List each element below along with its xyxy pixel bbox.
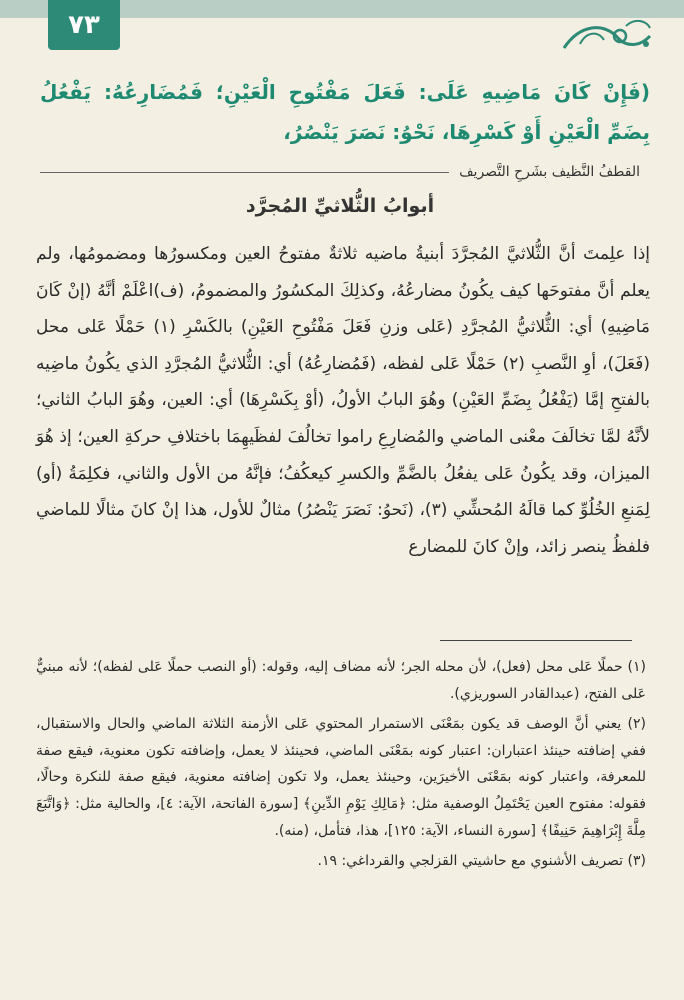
running-header	[40, 160, 640, 184]
section-title: أبوابُ الثُّلاثيِّ المُجرَّد	[245, 195, 435, 217]
verse-text: (فَإِنْ كَانَ مَاضِيهِ عَلَى: فَعَلَ مَفْتُوحِ الْعَيْنِ؛ فَمُضَارِعُهُ: يَفْعُلُ بِضَمِّ الْعَيْنِ أَوْ كَسْرِهَا، نَحْوُ: نَصَرَ يَنْصُرُ،	[40, 80, 650, 144]
floral-ornament-icon	[560, 14, 656, 60]
running-header-title: القطفُ النَّظيف بشَرحِ التَّصريف	[459, 164, 640, 180]
footnote-divider	[440, 640, 632, 641]
running-header-rule	[40, 172, 449, 173]
body-paragraph: إذا علِمتَ أنَّ الثُّلاثيَّ المُجرَّدَ أبنيةُ ماضيه ثلاثةٌ مفتوحُ العين ومكسورُها ومضمومُها، ولم يعلم أنَّ مفتوحَها كيف يكُونُ مضارعُهُ، وكذلِكَ المكسُورُ والمضمومُ، (ف)اعْلَمْ أنَّهُ (إنْ كَانَ مَاضِيهِ) أي: الثُّلاثيُّ المُجرَّدِ (عَلى وزنِ فَعَلَ مَفْتُوحِ العَيْنِ) بالكَسْرِ (١) حَمْلًا عَلى محل (فَعَلَ)، أوِ النَّصبِ (٢) حَمْلًا عَلى لفظه، (فَمُضارِعُهُ) أي: الثُّلاثيُّ المُجرَّدِ الذي يكُونُ ماضِيه بالفتحِ إمَّا (يَفْعُلُ بِضَمِّ العَيْنِ) وهُوَ البابُ الأولُ، (أوْ بِكَسْرِهَا) أي: العين، وهُوَ البابُ الثاني؛ لأنَّهُ لمَّا تخالَفَ معْنى الماضي والمُضارِعِ راموا تخالُفَ لفظَيهِمَا باختلافِ حركةِ العين؛ إذ هُوَ الميزان، وقد يكُونُ عَلى يفعُلُ بالضَّمِّ والكسرِ كيعكُفُ؛ فإنَّهُ من الأول والثاني، فكلِمَةُ (أو) لِمَنعِ الخُلُوِّ كما قالَهُ المُحشِّي (٣)، (نَحوُ: نَصَرَ يَنْصُرُ) مثالٌ للأول، هذا إنْ كانَ مثالًا للماضي فلفظُ ينصر زائد، وإنْ كانَ للمضارع	[36, 244, 651, 557]
footnotes	[36, 654, 646, 879]
footnote-3: (٣) تصريف الأشنوي مع حاشيتي القزلجي والقرداغي: ١٩.	[317, 853, 646, 870]
footnote-2: (٢) يعني أنَّ الوصف قد يكون بمَعْنَى الاستمرار المحتوي عَلى الأزمنة الثلاثة الماضي والحال والاستقبال، ففي إضافته حينئذ اعتباران: اعتبار كونه بمَعْنَى الماضي، فحينئذ لا يعمل، وإضافته تكون معنوية، فيقع صفة للمعرفة، واعتبار كونه بمَعْنَى الأخيرَين، وحينئذ يعمل، ولا تكون إضافته معنوية، فيقع صفة للنكرة وحالًا، فقوله: مفتوح العين يَحْتَمِلُ الوصفية مثل: ﴿مَالِكِ يَوْمِ الدِّينِ﴾ [سورة الفاتحة، الآية: ٤]، والحالية مثل: ﴿وَاتَّبَعَ مِلَّةَ إِبْرَاهِيمَ حَنِيفًا﴾ [سورة النساء، الآية: ١٢٥]، هذا، فتأمل، (منه).	[36, 716, 646, 839]
footnote-1: (١) حملًا عَلى محل (فعل)، لأن محله الجر؛ لأنه مضاف إليه، وقوله: (أو النصب حملًا عَلى لفظه)؛ لأنه مبنيٌّ عَلى الفتح، (عبدالقادر السوريزي).	[36, 659, 646, 702]
page-number: ٧٣	[48, 0, 120, 50]
